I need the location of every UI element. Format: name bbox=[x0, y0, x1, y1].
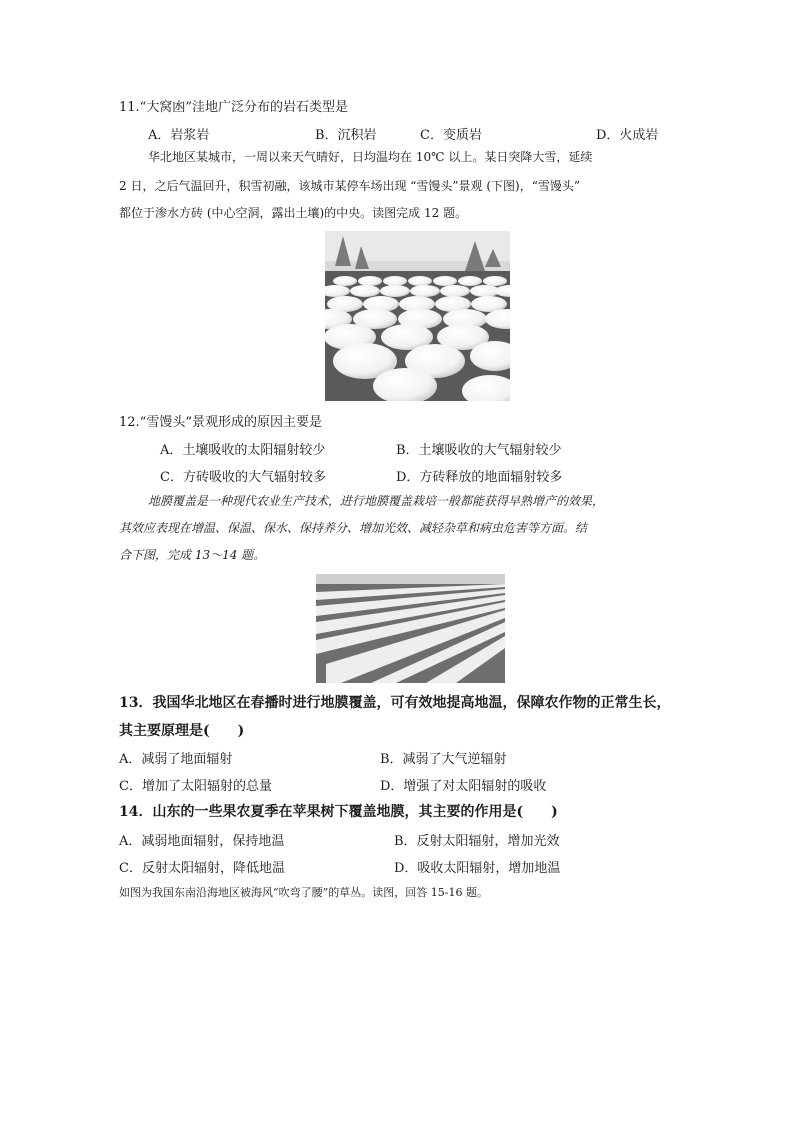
passage2-line-2: 其效应表现在增温、保温、保水、保持养分、增加光效、减轻杂草和病虫危害等方面。结 bbox=[119, 521, 588, 535]
q13-option-a: A．减弱了地面辐射 bbox=[119, 752, 233, 767]
q13-option-c: C．增加了太阳辐射的总量 bbox=[119, 779, 272, 794]
q14-option-a: A．减弱地面辐射，保持地温 bbox=[119, 834, 285, 849]
q13-stem-line-1: 13．我国华北地区在春播时进行地膜覆盖，可有效地提高地温，保障农作物的正常生长， bbox=[119, 695, 671, 711]
q12-stem: 12.“雪馒头”景观形成的原因主要是 bbox=[119, 415, 322, 430]
q14-option-c: C．反射太阳辐射，降低地温 bbox=[119, 861, 285, 876]
plastic-mulch-photo bbox=[316, 574, 505, 683]
q13-stem-line-2: 其主要原理是( ) bbox=[119, 723, 245, 739]
q12-option-b: B．土壤吸收的大气辐射较少 bbox=[396, 443, 562, 458]
q13-option-d: D．增强了对太阳辐射的吸收 bbox=[380, 779, 547, 794]
passage1-line-1: 华北地区某城市，一周以来天气晴好，日均温均在 10℃ 以上。某日突降大雪，延续 bbox=[148, 150, 593, 164]
passage3-text: 如图为我国东南沿海地区被海风“吹弯了腰”的草丛。读图，回答 15-16 题。 bbox=[119, 886, 488, 899]
q14-stem: 14．山东的一些果农夏季在苹果树下覆盖地膜，其主要的作用是( ) bbox=[119, 804, 558, 820]
q11-option-b: B．沉积岩 bbox=[315, 128, 377, 143]
q11-option-a: A．岩浆岩 bbox=[148, 128, 210, 143]
passage2-line-3: 合下图，完成 13～14 题。 bbox=[119, 548, 266, 562]
q12-option-c: C．方砖吸收的大气辐射较多 bbox=[160, 470, 326, 485]
passage1-line-3: 都位于渗水方砖 (中心空洞，露出土壤)的中央。读图完成 12 题。 bbox=[119, 206, 468, 220]
q14-option-d: D．吸收太阳辐射，增加地温 bbox=[394, 861, 561, 876]
passage1-line-2: 2 日，之后气温回升，积雪初融，该城市某停车场出现 “雪馒头”景观 (下图)，“雪馒头” bbox=[119, 179, 580, 193]
q14-option-b: B．反射太阳辐射，增加光效 bbox=[394, 834, 560, 849]
q11-option-d: D．火成岩 bbox=[596, 128, 659, 143]
passage2-line-1: 地膜覆盖是一种现代农业生产技术，进行地膜覆盖栽培一般都能获得早熟增产的效果， bbox=[148, 494, 605, 508]
q11-stem: 11.“大窝凼”洼地广泛分布的岩石类型是 bbox=[119, 100, 348, 115]
q12-option-d: D．方砖释放的地面辐射较多 bbox=[396, 470, 563, 485]
q12-option-a: A．土壤吸收的太阳辐射较少 bbox=[160, 443, 326, 458]
snow-mound-photo bbox=[325, 231, 510, 401]
q11-option-c: C．变质岩 bbox=[420, 128, 482, 143]
q13-option-b: B．减弱了大气逆辐射 bbox=[380, 752, 507, 767]
